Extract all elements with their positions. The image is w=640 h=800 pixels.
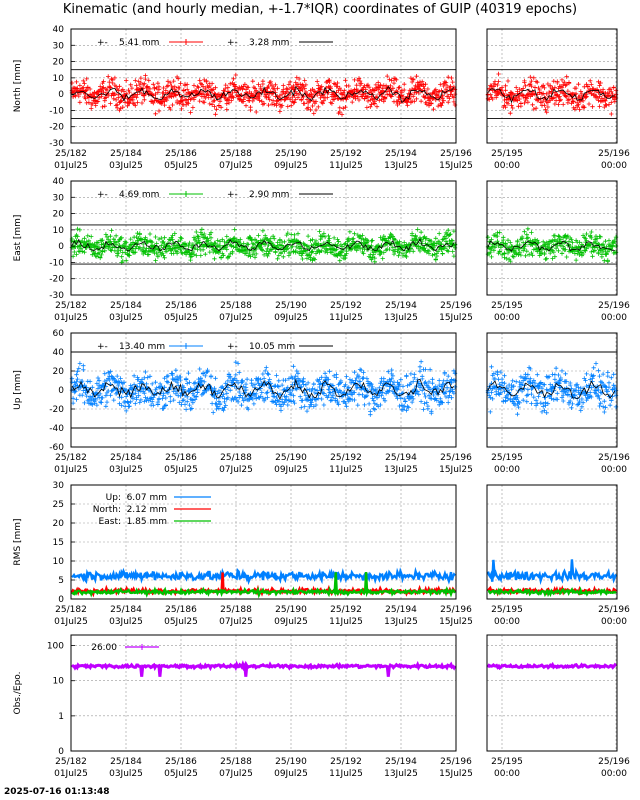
x-tick-label: 05Jul25 <box>164 465 198 475</box>
x-tick-label: 15Jul25 <box>439 161 473 171</box>
x-tick-label: 15Jul25 <box>439 465 473 475</box>
x-tick-label: 15Jul25 <box>439 313 473 323</box>
x-tick-label: 13Jul25 <box>384 313 418 323</box>
x-tick-label: 25/184 <box>110 149 142 159</box>
x-tick-label: 25/196 <box>598 453 630 463</box>
x-tick-label: 03Jul25 <box>109 313 143 323</box>
y-tick-label: 25 <box>52 500 64 510</box>
x-tick-label: 25/188 <box>220 301 252 311</box>
y-tick-label: 0 <box>58 595 64 605</box>
x-tick-label: 25/196 <box>440 301 472 311</box>
x-tick-label: 13Jul25 <box>384 465 418 475</box>
y-tick-label: 15 <box>52 538 64 548</box>
x-tick-label: 11Jul25 <box>329 769 363 779</box>
x-tick-label: 25/196 <box>598 605 630 615</box>
x-tick-label: 09Jul25 <box>274 617 308 627</box>
y-tick-label: -30 <box>49 291 64 301</box>
legend-label: 5.41 mm <box>119 38 160 48</box>
y-tick-label: 40 <box>52 25 64 35</box>
y-tick-label: -20 <box>49 405 64 415</box>
x-tick-label: 25/196 <box>598 301 630 311</box>
y-tick-label: 60 <box>52 329 64 339</box>
x-tick-label: 01Jul25 <box>54 617 88 627</box>
x-tick-label: 25/190 <box>275 605 307 615</box>
y-tick-label: 30 <box>52 193 64 204</box>
y-tick-label: 40 <box>52 348 64 358</box>
x-tick-label: 25/196 <box>440 149 472 159</box>
x-tick-label: 25/188 <box>220 149 252 159</box>
panel-obs-zoom <box>487 635 617 751</box>
x-tick-label: 25/195 <box>491 757 523 767</box>
x-tick-label: 00:00 <box>601 313 627 323</box>
y-tick-label: 0 <box>58 386 64 396</box>
x-tick-label: 25/192 <box>330 453 362 463</box>
x-tick-label: 07Jul25 <box>219 313 253 323</box>
legend-marker: +- <box>227 38 238 48</box>
x-tick-label: 11Jul25 <box>329 313 363 323</box>
legend-value: 6.07 mm <box>126 493 167 503</box>
x-tick-label: 13Jul25 <box>384 617 418 627</box>
legend-marker: +- <box>97 190 108 200</box>
legend-plus <box>183 343 189 349</box>
x-tick-label: 03Jul25 <box>109 161 143 171</box>
x-tick-label: 25/194 <box>385 605 417 615</box>
y-axis-label: East [mm] <box>13 214 23 262</box>
x-tick-label: 25/196 <box>598 757 630 767</box>
y-tick-label: 10 <box>52 225 64 236</box>
x-tick-label: 25/196 <box>598 149 630 159</box>
x-tick-label: 25/190 <box>275 301 307 311</box>
x-tick-label: 25/186 <box>165 301 197 311</box>
x-tick-label: 01Jul25 <box>54 769 88 779</box>
plot-frame <box>71 635 456 751</box>
legend-label: 10.05 mm <box>249 342 296 352</box>
x-tick-label: 25/184 <box>110 605 142 615</box>
x-tick-label: 25/184 <box>110 757 142 767</box>
x-tick-label: 03Jul25 <box>109 617 143 627</box>
x-tick-label: 00:00 <box>601 161 627 171</box>
x-tick-label: 09Jul25 <box>274 465 308 475</box>
x-tick-label: 00:00 <box>494 465 520 475</box>
x-tick-label: 05Jul25 <box>164 161 198 171</box>
x-tick-label: 25/188 <box>220 757 252 767</box>
x-tick-label: 01Jul25 <box>54 313 88 323</box>
panel-rms-zoom <box>487 485 617 599</box>
y-tick-label: -60 <box>49 443 64 453</box>
y-axis-label: Up [mm] <box>13 370 23 410</box>
x-tick-label: 25/192 <box>330 149 362 159</box>
panel-obs <box>71 635 456 751</box>
x-tick-label: 25/196 <box>440 757 472 767</box>
legend-label: 3.28 mm <box>249 38 290 48</box>
x-tick-label: 25/190 <box>275 453 307 463</box>
x-tick-label: 07Jul25 <box>219 617 253 627</box>
x-tick-label: 01Jul25 <box>54 161 88 171</box>
y-tick-label: -30 <box>49 139 64 149</box>
legend-name: East: <box>98 517 121 527</box>
panel-up-zoom <box>486 333 618 447</box>
legend-value: 2.12 mm <box>126 505 167 515</box>
x-tick-label: 25/192 <box>330 605 362 615</box>
x-tick-label: 09Jul25 <box>274 161 308 171</box>
x-tick-label: 25/192 <box>330 301 362 311</box>
x-tick-label: 07Jul25 <box>219 465 253 475</box>
legend-plus <box>139 644 145 650</box>
legend-marker: +- <box>227 342 238 352</box>
x-tick-label: 01Jul25 <box>54 465 88 475</box>
x-tick-label: 25/190 <box>275 757 307 767</box>
x-tick-label: 05Jul25 <box>164 313 198 323</box>
x-tick-label: 00:00 <box>494 617 520 627</box>
x-tick-label: 07Jul25 <box>219 769 253 779</box>
x-tick-label: 25/195 <box>491 453 523 463</box>
x-tick-label: 11Jul25 <box>329 161 363 171</box>
panel-east-zoom <box>486 181 618 295</box>
x-tick-label: 05Jul25 <box>164 617 198 627</box>
y-tick-label: 30 <box>52 481 64 491</box>
y-tick-label: 0 <box>58 242 64 253</box>
x-tick-label: 25/182 <box>55 605 87 615</box>
x-tick-label: 25/196 <box>440 605 472 615</box>
y-tick-label: 1 <box>58 711 64 722</box>
series-line <box>488 559 616 581</box>
y-tick-label: 20 <box>52 57 64 68</box>
x-tick-label: 25/194 <box>385 149 417 159</box>
series-line <box>72 571 455 582</box>
x-tick-label: 25/182 <box>55 453 87 463</box>
plot-frame-zoom <box>487 635 617 751</box>
y-tick-label: 20 <box>52 367 64 377</box>
x-tick-label: 15Jul25 <box>439 617 473 627</box>
x-tick-label: 09Jul25 <box>274 313 308 323</box>
x-tick-label: 25/186 <box>165 453 197 463</box>
y-tick-label: 10 <box>52 557 64 567</box>
y-tick-label: 30 <box>52 41 64 52</box>
x-tick-label: 25/184 <box>110 301 142 311</box>
x-tick-label: 25/192 <box>330 757 362 767</box>
legend-marker: +- <box>97 38 108 48</box>
x-tick-label: 03Jul25 <box>109 465 143 475</box>
x-tick-label: 00:00 <box>601 769 627 779</box>
legend-label: 2.90 mm <box>249 190 290 200</box>
y-axis-label: Obs./Epo. <box>13 671 23 715</box>
y-tick-label: -20 <box>49 274 64 285</box>
y-tick-label: 20 <box>52 519 64 529</box>
x-tick-label: 25/182 <box>55 301 87 311</box>
x-tick-label: 25/186 <box>165 605 197 615</box>
chart-title: Kinematic (and hourly median, +-1.7*IQR) coordinates of GUIP (40319 epochs) <box>62 2 578 17</box>
x-tick-label: 13Jul25 <box>384 161 418 171</box>
x-tick-label: 07Jul25 <box>219 161 253 171</box>
x-tick-label: 25/195 <box>491 605 523 615</box>
y-tick-label: 20 <box>52 209 64 220</box>
timestamp: 2025-07-16 01:13:48 <box>4 787 110 797</box>
panel-north-zoom <box>486 29 618 143</box>
x-tick-label: 25/184 <box>110 453 142 463</box>
x-tick-label: 25/196 <box>440 453 472 463</box>
y-tick-label: -10 <box>49 106 64 117</box>
x-tick-label: 11Jul25 <box>329 465 363 475</box>
x-tick-label: 25/194 <box>385 301 417 311</box>
x-tick-label: 25/182 <box>55 757 87 767</box>
x-tick-label: 00:00 <box>494 769 520 779</box>
x-tick-label: 25/194 <box>385 453 417 463</box>
x-tick-label: 25/186 <box>165 149 197 159</box>
legend-name: Up: <box>105 493 121 503</box>
y-tick-label: -40 <box>49 424 64 434</box>
legend-label: 13.40 mm <box>119 342 166 352</box>
y-tick-label: 5 <box>58 576 64 586</box>
x-tick-label: 25/188 <box>220 453 252 463</box>
x-tick-label: 25/186 <box>165 757 197 767</box>
y-tick-label: 10 <box>52 73 64 84</box>
legend-value: 26.00 <box>91 643 117 653</box>
x-tick-label: 15Jul25 <box>439 769 473 779</box>
data-points <box>70 360 457 417</box>
x-tick-label: 11Jul25 <box>329 617 363 627</box>
series-line <box>72 664 455 676</box>
legend-plus <box>183 191 189 197</box>
y-axis-label: RMS [mm] <box>13 518 23 566</box>
x-tick-label: 13Jul25 <box>384 769 418 779</box>
y-tick-label: -20 <box>49 122 64 133</box>
legend-label: 4.69 mm <box>119 190 160 200</box>
x-tick-label: 00:00 <box>601 617 627 627</box>
y-tick-label: 40 <box>52 177 64 187</box>
x-tick-label: 00:00 <box>494 313 520 323</box>
y-tick-label: 100 <box>46 641 64 652</box>
x-tick-label: 25/195 <box>491 149 523 159</box>
x-tick-label: 00:00 <box>494 161 520 171</box>
y-axis-label: North [mm] <box>13 59 23 113</box>
legend-value: 1.85 mm <box>126 517 167 527</box>
x-tick-label: 03Jul25 <box>109 769 143 779</box>
series-line <box>488 665 616 668</box>
x-tick-label: 05Jul25 <box>164 769 198 779</box>
x-tick-label: 25/194 <box>385 757 417 767</box>
legend-marker: +- <box>227 190 238 200</box>
y-tick-label: 0 <box>58 90 64 101</box>
y-tick-label: 10 <box>52 676 64 687</box>
y-tick-label: -10 <box>49 258 64 269</box>
legend-marker: +- <box>97 342 108 352</box>
x-tick-label: 25/188 <box>220 605 252 615</box>
x-tick-label: 25/182 <box>55 149 87 159</box>
x-tick-label: 25/190 <box>275 149 307 159</box>
legend-plus <box>183 39 189 45</box>
x-tick-label: 09Jul25 <box>274 769 308 779</box>
x-tick-label: 25/195 <box>491 301 523 311</box>
y-tick-label: 0 <box>58 747 64 757</box>
x-tick-label: 00:00 <box>601 465 627 475</box>
data-points <box>70 227 457 265</box>
legend-name: North: <box>92 505 121 515</box>
